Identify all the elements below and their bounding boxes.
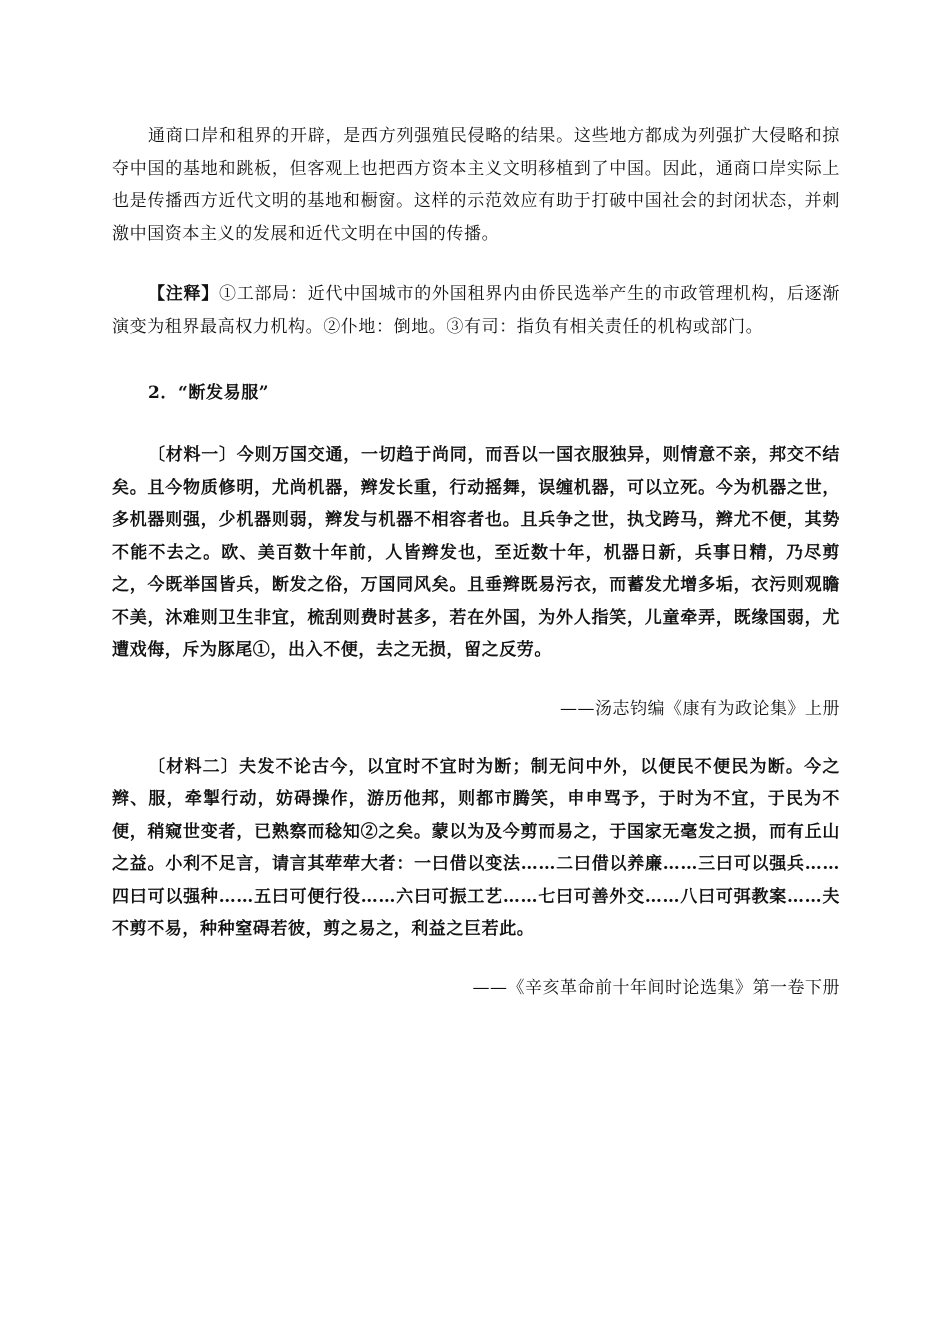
- spacer: [112, 667, 840, 693]
- spacer: [112, 250, 840, 278]
- spacer: [112, 343, 840, 377]
- spacer: [112, 725, 840, 751]
- section-heading: 2．“断发易服”: [148, 383, 270, 403]
- spacer: [112, 409, 840, 439]
- material-2-text: 〔材料二〕夫发不论古今，以宜时不宜时为断；制无问中外，以便民不便民为断。今之辫、服，牵掣行动，妨碍操作，游历他邦，则都市腾笑，申申骂予，于时为不宜，于民为不便，稍窥世变者，已熟察而稔知②之矣。蒙以为及今剪而易之，于国家无毫发之损，而有丘山之益。小利不足言，请言其荦荦大者：一曰借以变法……二曰借以养廉……三曰可以强兵……四曰可以强种……五曰可便行役……六曰可振工艺……七曰可善外交……八曰可弭教案……夫不剪不易，种种窒碍若彼，剪之易之，利益之巨若此。: [112, 756, 840, 939]
- material-2-source: ——《辛亥革命前十年间时论选集》第一卷下册: [472, 977, 840, 998]
- body-paragraph: 通商口岸和租界的开辟，是西方列强殖民侵略的结果。这些地方都成为列强扩大侵略和掠夺中国的基地和跳板，但客观上也把西方资本主义文明移植到了中国。因此，通商口岸实际上也是传播西方近代文明的基地和橱窗。这样的示范效应有助于打破中国社会的封闭状态，并刺激中国资本主义的发展和近代文明在中国的传播。: [112, 126, 840, 244]
- note-text: ①工部局：近代中国城市的外国租界内由侨民选举产生的市政管理机构，后逐渐演变为租界最高权力机构。②仆地：倒地。③有司：指负有相关责任的机构或部门。: [112, 284, 841, 337]
- document-page: [112, 120, 840, 1004]
- note-paragraph: [112, 278, 840, 343]
- spacer: [112, 946, 840, 972]
- material-1-source: ——汤志钧编《康有为政论集》上册: [560, 698, 840, 719]
- note-label: 【注释】: [148, 284, 219, 304]
- material-1-text: 〔材料一〕今则万国交通，一切趋于尚同，而吾以一国衣服独异，则情意不亲，邦交不结矣。且今物质修明，尤尚机器，辫发长重，行动摇舞，误缠机器，可以立死。今为机器之世，多机器则强，少机器则弱，辫发与机器不相容者也。且兵争之世，执戈跨马，辫尤不便，其势不能不去之。欧、美百数十年前，人皆辫发也，至近数十年，机器日新，兵事日精，乃尽剪之，今既举国皆兵，断发之俗，万国同风矣。且垂辫既易污衣，而蓄发尤增多垢，衣污则观瞻不美，沐难则卫生非宜，梳刮则费时甚多，若在外国，为外人指笑，儿童牵弄，既缘国弱，尤遭戏侮，斥为豚尾①，出入不便，去之无损，留之反劳。: [112, 445, 840, 660]
